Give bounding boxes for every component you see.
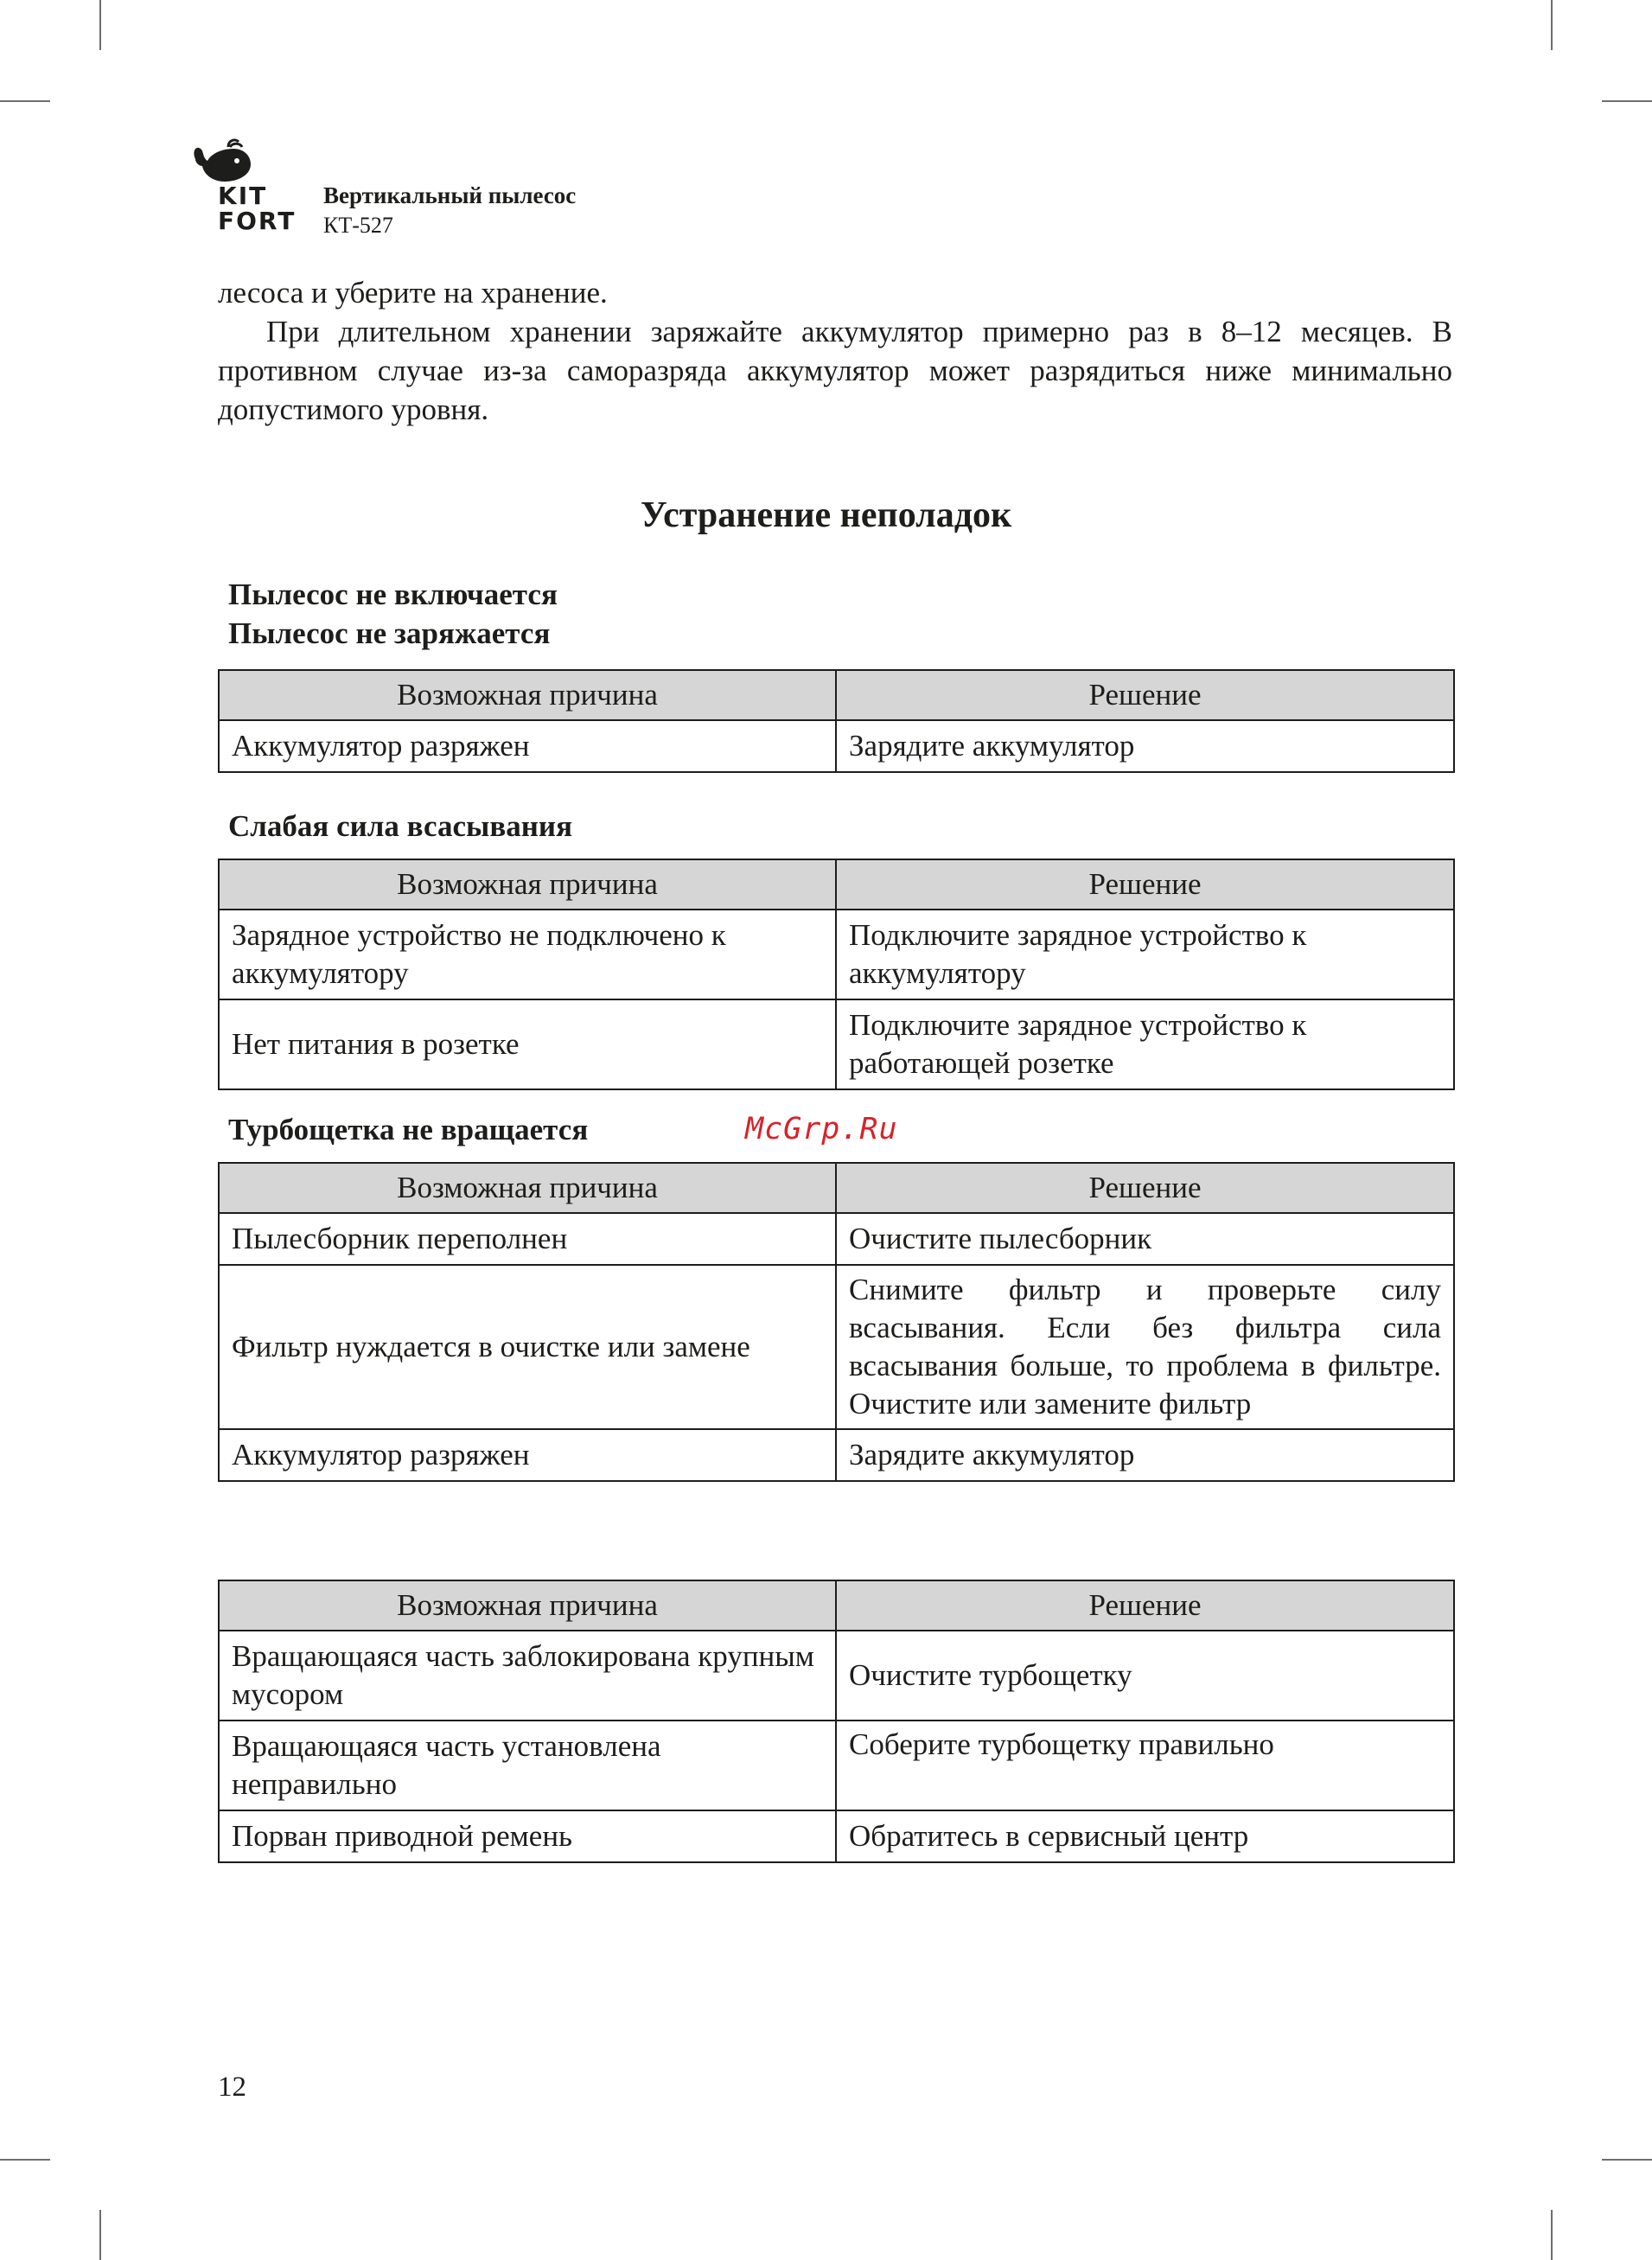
solution-cell: Очистите пылесборник	[836, 1213, 1454, 1265]
crop-mark	[99, 0, 101, 50]
intro-line: лесоса и уберите на хранение.	[218, 276, 608, 310]
table-row	[219, 910, 1454, 999]
header-solution: Решение	[836, 1580, 1454, 1631]
cause-cell: Порван приводной ремень	[219, 1810, 836, 1862]
header-cause: Возможная причина	[219, 859, 836, 910]
table-row	[219, 720, 1454, 772]
solution-cell: Подключите зарядное устройство к аккумулятору	[836, 910, 1454, 999]
watermark: McGrp.Ru	[745, 1112, 898, 1146]
crop-mark	[1551, 0, 1553, 50]
crop-mark	[1551, 2210, 1553, 2260]
table-row	[219, 1265, 1454, 1429]
table-header-row	[219, 1580, 1454, 1631]
cause-cell: Аккумулятор разряжен	[219, 720, 836, 772]
page-header	[188, 138, 880, 242]
group-2-subtitle: Слабая сила всасывания	[228, 809, 573, 843]
troubleshooting-table-1	[218, 669, 1455, 773]
table-header-row	[219, 859, 1454, 910]
section-title: Устранение неполадок	[640, 495, 1012, 535]
crop-mark	[1602, 2159, 1652, 2161]
header-cause: Возможная причина	[219, 1163, 836, 1213]
logo-text-kit: KIT	[218, 182, 268, 210]
logo-text-fort: FORT	[218, 207, 297, 235]
table-row	[219, 1429, 1454, 1481]
cause-cell: Вращающаяся часть установлена неправильно	[219, 1721, 836, 1810]
table-header-row	[219, 1163, 1454, 1213]
table-row	[219, 1213, 1454, 1265]
crop-mark	[99, 2210, 101, 2260]
header-solution: Решение	[836, 670, 1454, 720]
table-header-row	[219, 670, 1454, 720]
solution-cell: Снимите фильтр и проверьте силу всасывания. Если без фильтра сила всасывания больше, то проблема в фильтре. Очистите или замените фильтр	[836, 1265, 1454, 1429]
group-1-subtitle-2: Пылесос не заряжается	[228, 616, 551, 650]
group-3-subtitle: Турбощетка не вращается	[228, 1113, 589, 1146]
intro-paragraph: При длительном хранении заряжайте аккумулятор примерно раз в 8–12 месяцев. В противном случае из-за саморазряда аккумулятор может разрядиться ниже минимально допустимого уровня.	[218, 315, 1452, 426]
table-row	[219, 1810, 1454, 1862]
header-solution: Решение	[836, 1163, 1454, 1213]
group-1-subtitle-1: Пылесос не включается	[228, 578, 558, 611]
page-number: 12	[218, 2072, 246, 2103]
cause-cell: Вращающаяся часть заблокирована крупным мусором	[219, 1631, 836, 1721]
cause-cell: Нет питания в розетке	[219, 999, 836, 1089]
header-solution: Решение	[836, 859, 1454, 910]
crop-mark	[0, 2159, 50, 2161]
solution-cell: Зарядите аккумулятор	[836, 1429, 1454, 1481]
cause-cell: Пылесборник переполнен	[219, 1213, 836, 1265]
solution-cell: Подключите зарядное устройство к работающей розетке	[836, 999, 1454, 1089]
table-row	[219, 999, 1454, 1089]
document-title: Вертикальный пылесос	[323, 182, 577, 208]
crop-mark	[0, 100, 50, 102]
solution-cell: Соберите турбощетку правильно	[836, 1721, 1454, 1810]
cause-cell: Аккумулятор разряжен	[219, 1429, 836, 1481]
table-row	[219, 1721, 1454, 1810]
solution-cell: Зарядите аккумулятор	[836, 720, 1454, 772]
troubleshooting-table-3	[218, 1162, 1455, 1482]
kitfort-logo	[188, 138, 301, 242]
document-model: КТ-527	[323, 213, 393, 238]
solution-cell: Обратитесь в сервисный центр	[836, 1810, 1454, 1862]
table-row	[219, 1631, 1454, 1721]
cause-cell: Фильтр нуждается в очистке или замене	[219, 1265, 836, 1429]
troubleshooting-table-2	[218, 859, 1455, 1090]
crop-mark	[1602, 100, 1652, 102]
solution-cell: Очистите турбощетку	[836, 1631, 1454, 1721]
troubleshooting-table-4	[218, 1580, 1455, 1863]
header-cause: Возможная причина	[219, 1580, 836, 1631]
cause-cell: Зарядное устройство не подключено к аккумулятору	[219, 910, 836, 999]
header-cause: Возможная причина	[219, 670, 836, 720]
